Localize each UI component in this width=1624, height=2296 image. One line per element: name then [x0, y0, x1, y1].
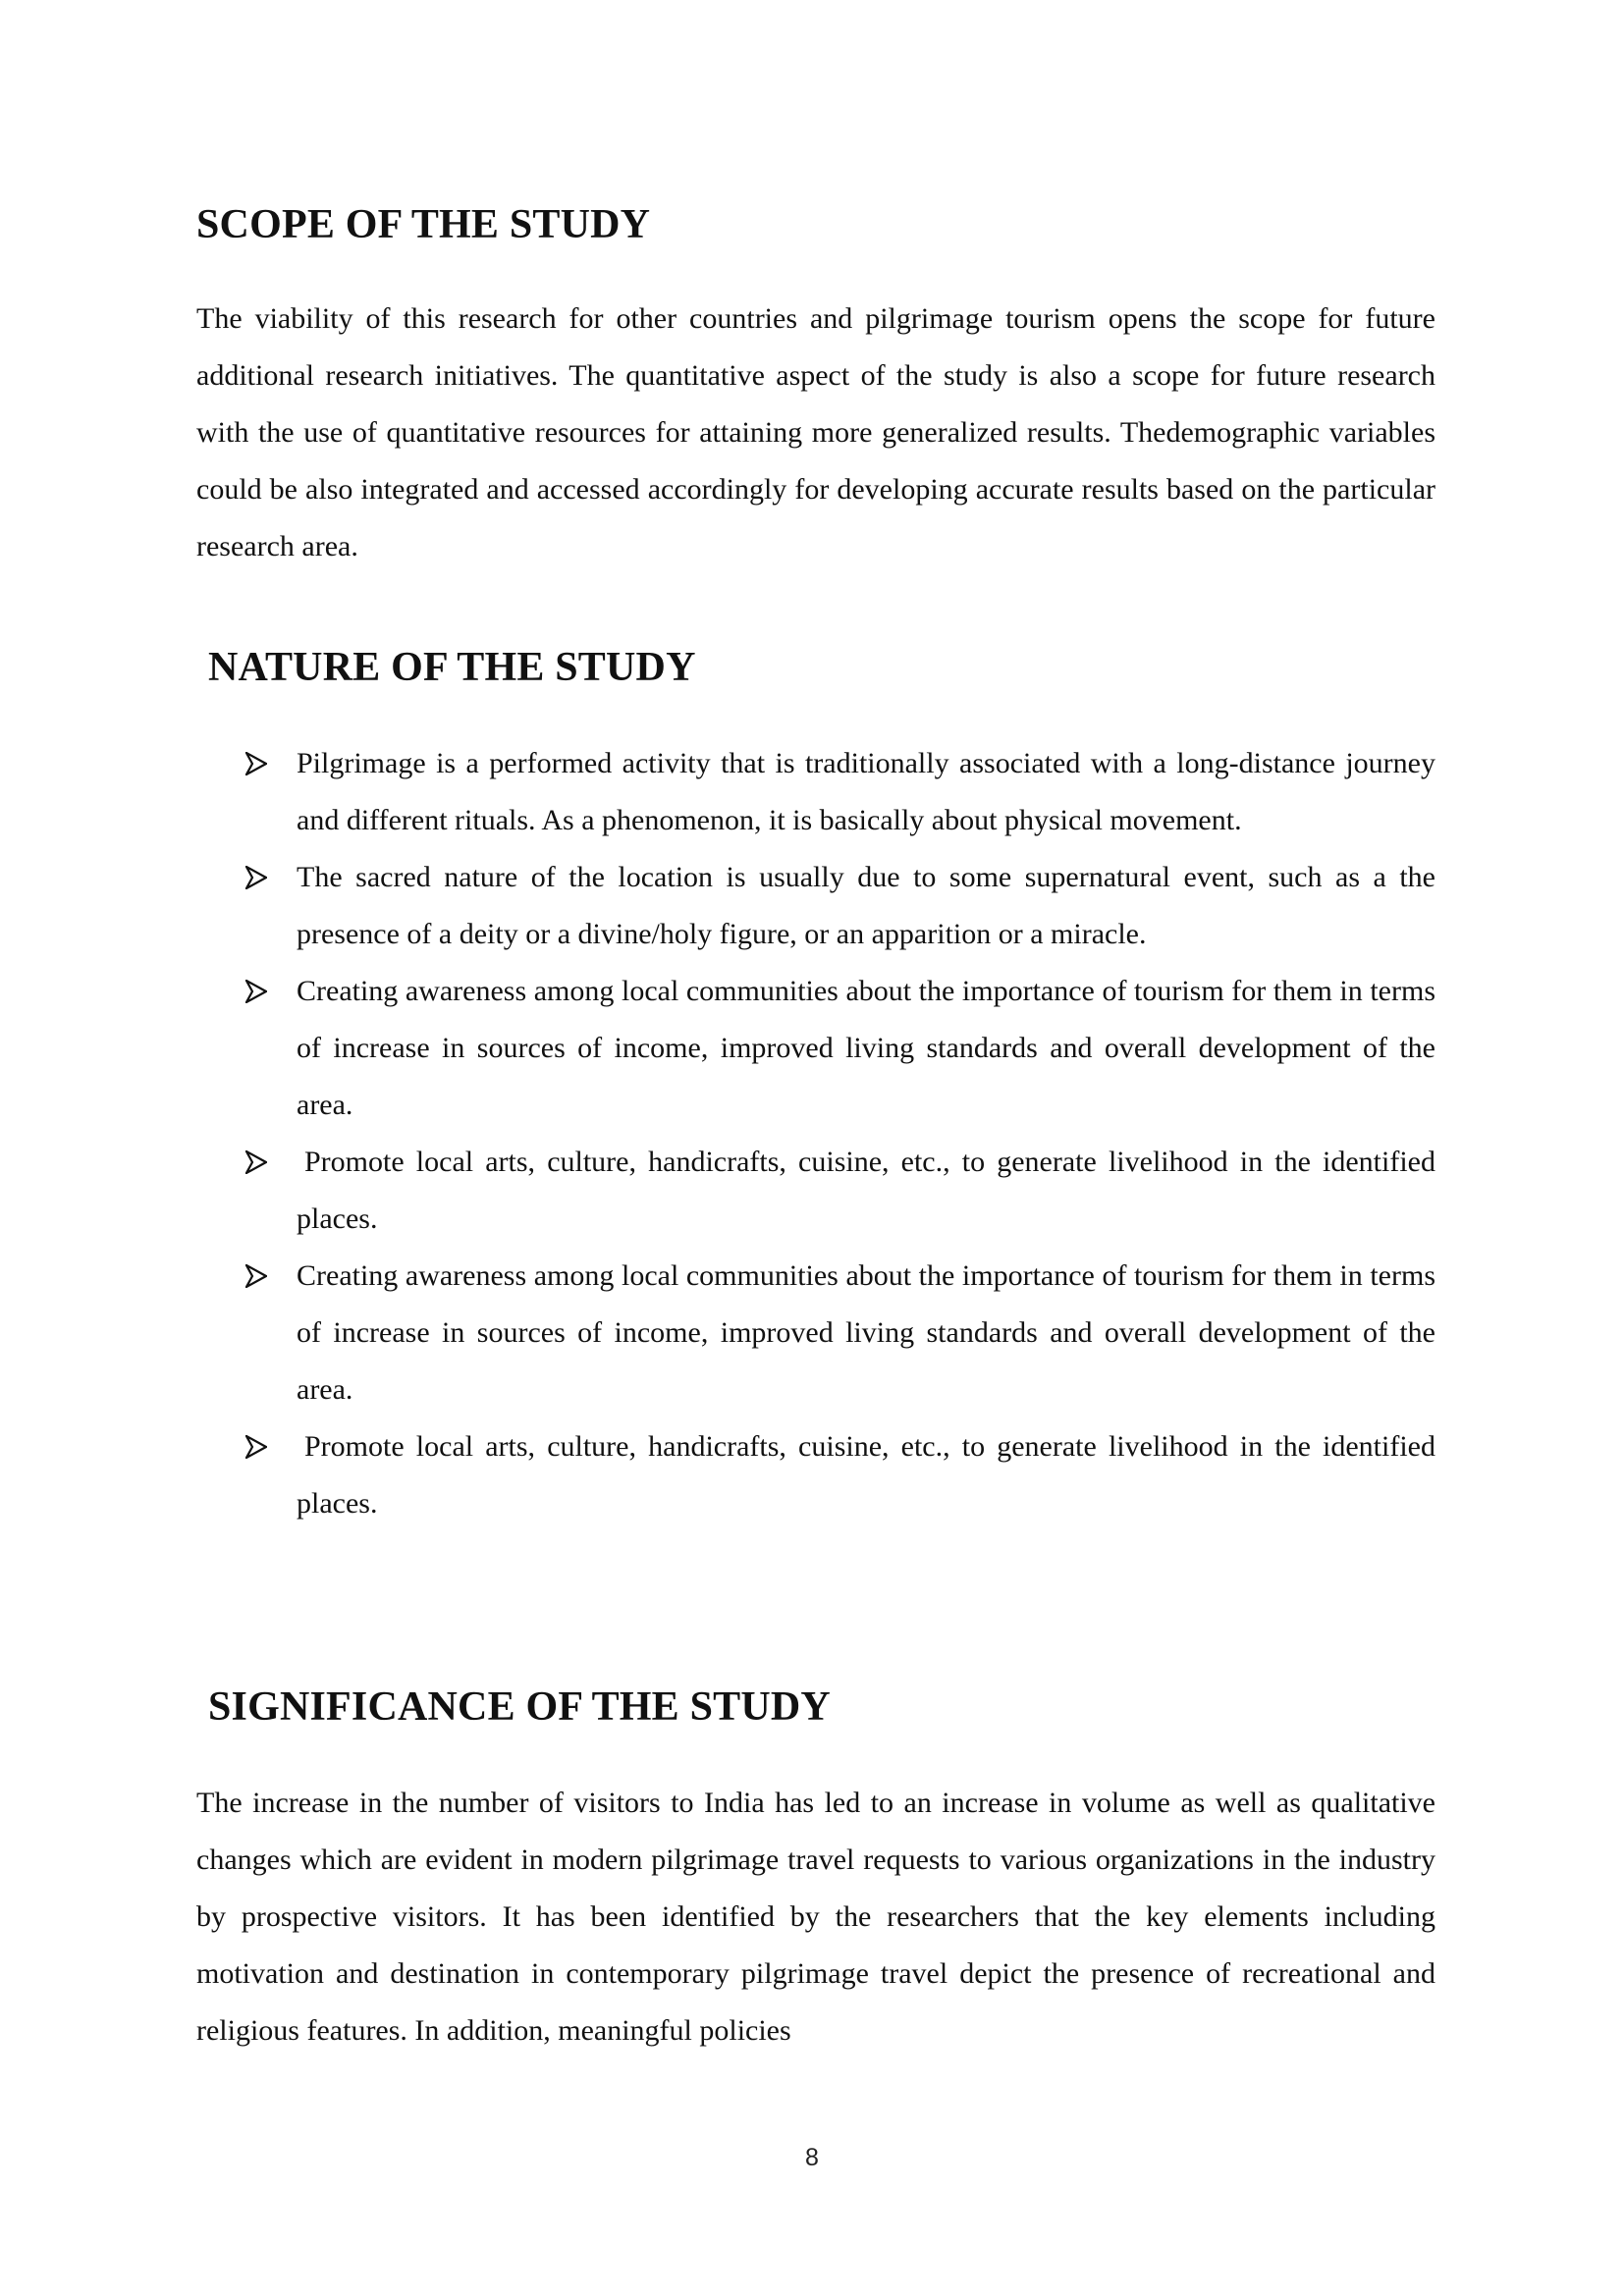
significance-heading: SIGNIFICANCE OF THE STUDY — [208, 1684, 831, 1730]
bullet-text: The sacred nature of the location is usually due to some supernatural event, such as a the presence of a deity or a divine/holy figure, or an apparition or a miracle. — [297, 861, 1435, 950]
significance-paragraph: The increase in the number of visitors to India has led to an increase in volume as well as qualitative changes which are evident in modern pilgrimage travel requests to various organizations in the industry by prospective visitors. It has been identified by the researchers that the key elements including motivation and destination in contemporary pilgrimage travel depict the presence of recreational and religious features. In addition, meaningful policies — [196, 1787, 1435, 2047]
bullet-text: Promote local arts, culture, handicrafts, cuisine, etc., to generate livelihood in the identified places. — [297, 1146, 1435, 1235]
bullet-text: Promote local arts, culture, handicrafts, cuisine, etc., to generate livelihood in the identified places. — [297, 1430, 1435, 1520]
scope-heading: SCOPE OF THE STUDY — [196, 202, 651, 247]
bullet-text: Pilgrimage is a performed activity that is traditionally associated with a long-distance journey and different rituals. As a phenomenon, it is basically about physical movement. — [297, 747, 1435, 836]
page-number: 8 — [805, 2144, 819, 2171]
bullet-text: Creating awareness among local communities about the importance of tourism for them in terms of increase in sources of income, improved living standards and overall development of the area. — [297, 975, 1435, 1121]
arrowhead-bullet-icon — [245, 849, 269, 906]
bullet-item — [245, 735, 1435, 849]
bullet-item — [245, 1248, 1435, 1418]
bullet-text: Creating awareness among local communities about the importance of tourism for them in terms of increase in sources of income, improved living standards and overall development of the area. — [297, 1259, 1435, 1406]
arrowhead-bullet-icon — [245, 1418, 269, 1475]
scope-paragraph: The viability of this research for other countries and pilgrimage tourism opens the scope for future additional research initiatives. The quantitative aspect of the study is also a scope for future research with the use of quantitative resources for attaining more generalized results. Thedemographic variables could be also integrated and accessed accordingly for developing accurate results based on the particular research area. — [196, 302, 1435, 562]
nature-heading: NATURE OF THE STUDY — [208, 645, 696, 690]
bullet-item — [245, 1418, 1435, 1532]
arrowhead-bullet-icon — [245, 735, 269, 792]
bullet-item — [245, 1134, 1435, 1248]
arrowhead-bullet-icon — [245, 1248, 269, 1305]
nature-bullet-list — [245, 735, 1435, 1532]
arrowhead-bullet-icon — [245, 1134, 269, 1191]
bullet-item — [245, 849, 1435, 963]
arrowhead-bullet-icon — [245, 963, 269, 1020]
bullet-item — [245, 963, 1435, 1134]
